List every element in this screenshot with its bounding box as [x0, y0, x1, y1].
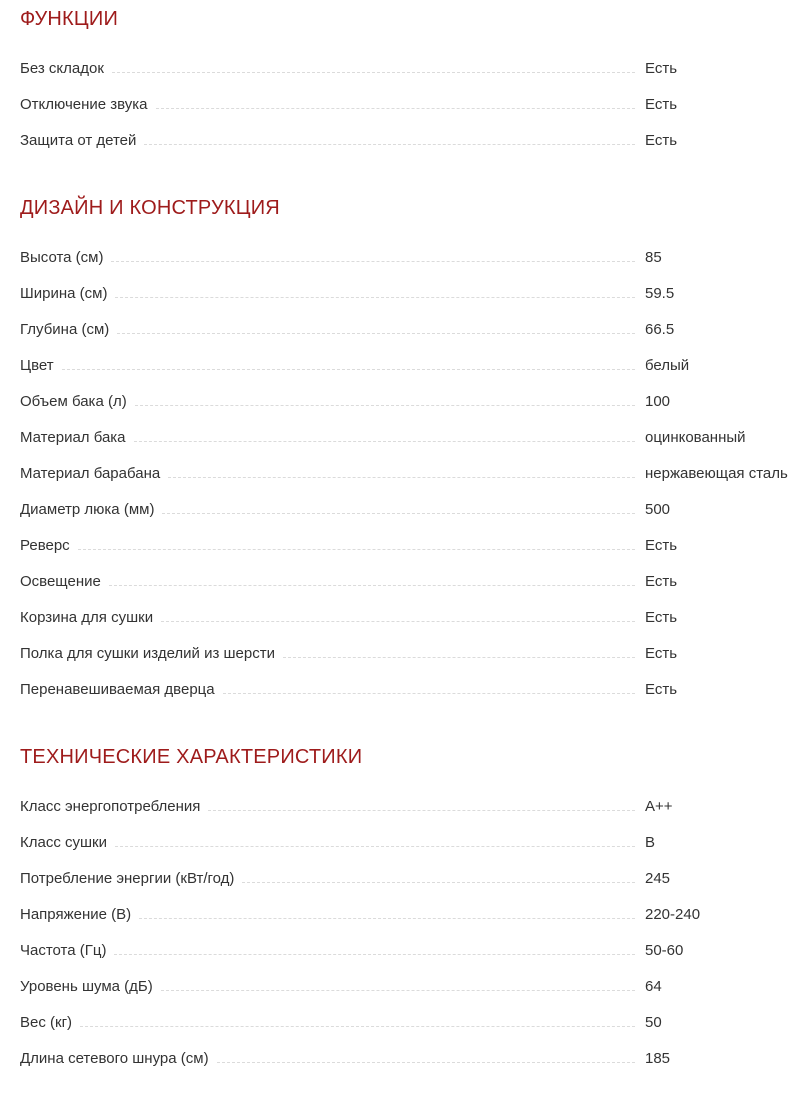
spec-section [20, 7, 790, 159]
section-title: ТЕХНИЧЕСКИЕ ХАРАКТЕРИСТИКИ [20, 746, 363, 768]
spec-label: Класс энергопотребления [20, 798, 201, 815]
dotted-leader [115, 846, 635, 847]
spec-label: Высота (см) [20, 249, 104, 266]
spec-label: Объем бака (л) [20, 393, 127, 410]
spec-section [20, 745, 790, 1077]
spec-label: Корзина для сушки [20, 609, 154, 626]
spec-label: Цвет [20, 357, 54, 374]
spec-value: Есть [645, 609, 678, 626]
dotted-leader [62, 369, 635, 370]
spec-value: белый [645, 357, 690, 374]
spec-value: Есть [645, 537, 678, 554]
spec-row [20, 969, 790, 1005]
dotted-leader [115, 297, 635, 298]
dotted-leader [114, 954, 635, 955]
dotted-leader [161, 621, 635, 622]
spec-row [20, 933, 790, 969]
spec-label: Напряжение (В) [20, 906, 132, 923]
spec-rows [20, 240, 790, 708]
spec-row [20, 672, 790, 708]
dotted-leader [144, 144, 635, 145]
spec-label: Глубина (см) [20, 321, 110, 338]
spec-row [20, 276, 790, 312]
spec-row [20, 825, 790, 861]
spec-label: Частота (Гц) [20, 942, 107, 959]
spec-value: 85 [645, 249, 662, 266]
spec-rows [20, 51, 790, 159]
spec-value: 50 [645, 1014, 662, 1031]
spec-section [20, 196, 790, 708]
spec-row [20, 348, 790, 384]
spec-value: оцинкованный [645, 429, 746, 446]
spec-row [20, 1041, 790, 1077]
spec-value: B [645, 834, 656, 851]
spec-value: 220-240 [645, 906, 701, 923]
spec-label: Вес (кг) [20, 1014, 73, 1031]
spec-label: Реверс [20, 537, 70, 554]
spec-value: A++ [645, 798, 673, 815]
spec-row [20, 420, 790, 456]
spec-label: Уровень шума (дБ) [20, 978, 153, 995]
spec-value: Есть [645, 96, 678, 113]
spec-label: Без складок [20, 60, 104, 77]
spec-value: 100 [645, 393, 671, 410]
spec-row [20, 492, 790, 528]
spec-rows [20, 789, 790, 1077]
spec-value: 64 [645, 978, 662, 995]
spec-value: Есть [645, 573, 678, 590]
spec-label: Класс сушки [20, 834, 107, 851]
spec-label: Полка для сушки изделий из шерсти [20, 645, 275, 662]
spec-row [20, 1005, 790, 1041]
spec-row [20, 312, 790, 348]
spec-label: Материал бака [20, 429, 126, 446]
dotted-leader [223, 693, 635, 694]
dotted-leader [283, 657, 635, 658]
section-title: ФУНКЦИИ [20, 8, 119, 30]
spec-value: Есть [645, 132, 678, 149]
spec-value: Есть [645, 681, 678, 698]
dotted-leader [134, 441, 635, 442]
dotted-leader [208, 810, 635, 811]
spec-row [20, 123, 790, 159]
spec-value: нержавеющая сталь [645, 465, 788, 482]
spec-label: Длина сетевого шнура (см) [20, 1050, 209, 1067]
spec-value: 185 [645, 1050, 671, 1067]
spec-row [20, 636, 790, 672]
dotted-leader [162, 513, 635, 514]
section-title: ДИЗАЙН И КОНСТРУКЦИЯ [20, 197, 280, 219]
spec-value: 66.5 [645, 321, 675, 338]
spec-row [20, 861, 790, 897]
dotted-leader [109, 585, 635, 586]
spec-row [20, 564, 790, 600]
spec-label: Диаметр люка (мм) [20, 501, 155, 518]
dotted-leader [111, 261, 635, 262]
spec-label: Защита от детей [20, 132, 137, 149]
spec-row [20, 897, 790, 933]
spec-row [20, 528, 790, 564]
dotted-leader [156, 108, 635, 109]
spec-row [20, 87, 790, 123]
spec-row [20, 384, 790, 420]
spec-label: Материал барабана [20, 465, 161, 482]
dotted-leader [112, 72, 635, 73]
dotted-leader [80, 1026, 635, 1027]
dotted-leader [78, 549, 635, 550]
dotted-leader [242, 882, 635, 883]
spec-value: 59.5 [645, 285, 675, 302]
spec-label: Отключение звука [20, 96, 148, 113]
spec-label: Потребление энергии (кВт/год) [20, 870, 235, 887]
spec-row [20, 600, 790, 636]
dotted-leader [117, 333, 635, 334]
spec-label: Освещение [20, 573, 101, 590]
spec-label: Ширина (см) [20, 285, 108, 302]
spec-value: 50-60 [645, 942, 684, 959]
spec-row [20, 789, 790, 825]
spec-row [20, 456, 790, 492]
dotted-leader [217, 1062, 635, 1063]
dotted-leader [139, 918, 635, 919]
spec-value: Есть [645, 60, 678, 77]
spec-value: Есть [645, 645, 678, 662]
spec-label: Перенавешиваемая дверца [20, 681, 215, 698]
dotted-leader [135, 405, 635, 406]
dotted-leader [161, 990, 635, 991]
spec-value: 500 [645, 501, 671, 518]
dotted-leader [168, 477, 635, 478]
spec-row [20, 51, 790, 87]
spec-row [20, 240, 790, 276]
spec-value: 245 [645, 870, 671, 887]
